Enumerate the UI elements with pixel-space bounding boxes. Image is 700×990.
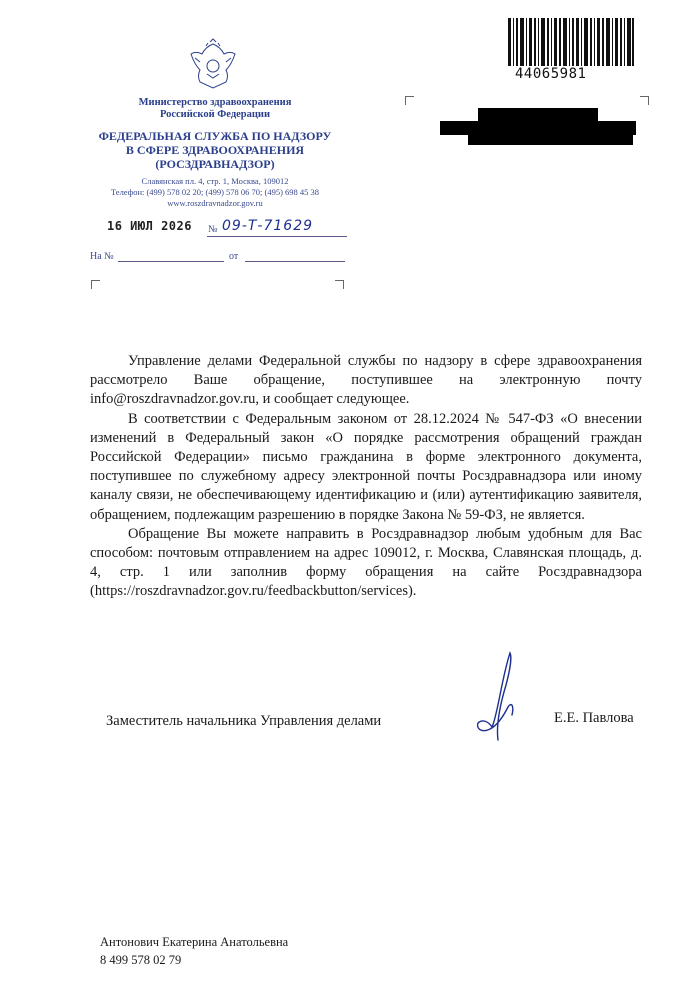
barcode-number: 44065981 <box>515 66 587 82</box>
corner-mark <box>640 96 649 105</box>
redacted-recipient <box>468 133 633 145</box>
coat-of-arms-icon <box>188 38 238 92</box>
redacted-recipient <box>478 108 598 122</box>
ministry-name: Министерство здравоохранения Российской Федерации <box>138 97 292 120</box>
number-underline <box>207 236 347 237</box>
service-name: ФЕДЕРАЛЬНАЯ СЛУЖБА ПО НАДЗОРУ В СФЕРЕ ЗДРАВООХРАНЕНИЯ (РОСЗДРАВНАДЗОР) <box>98 129 332 171</box>
paragraph: Управление делами Федеральной службы по надзору в сфере здравоохранения рассмотрело Ваше обращение, поступившее на электронную почту info@roszdravnadzor.gov.ru, и сообщает следующее. <box>90 353 642 408</box>
reply-date-line <box>245 261 345 262</box>
reply-label: На № <box>90 251 114 262</box>
website: www.roszdravnadzor.gov.ru <box>167 198 263 208</box>
handwritten-signature-icon <box>470 645 530 745</box>
paragraph: Обращение Вы можете направить в Росздравнадзор любым удобным для Вас способом: почтовым отправлением на адрес 109012, г. Москва, Славянская площадь, д. 4, стр. 1 или заполнив форму обращения на сайте Росздравнадзора (https://roszdravnadzor.gov.ru/feedbackbutton/services). <box>90 525 642 600</box>
letterhead-contacts <box>75 176 355 209</box>
executor-name: Антонович Екатерина Анатольевна <box>100 935 289 949</box>
address: Славянская пл. 4, стр. 1, Москва, 109012 <box>141 176 289 186</box>
reply-date-label: от <box>229 251 239 262</box>
phones: Телефон: (499) 578 02 20; (499) 578 06 70; (495) 698 45 38 <box>110 187 320 197</box>
outgoing-number: 09-Т-71629 <box>222 218 314 234</box>
letter-body <box>90 352 642 602</box>
corner-mark <box>405 96 414 105</box>
date-stamp: 16 ИЮЛ 2026 <box>107 219 192 233</box>
corner-mark <box>91 280 100 289</box>
signatory-name: Е.Е. Павлова <box>554 710 634 726</box>
executor-phone: 8 499 578 02 79 <box>100 953 182 967</box>
barcode-icon <box>508 18 634 66</box>
paragraph: В соответствии с Федеральным законом от 28.12.2024 № 547-ФЗ «О внесении изменений в Федеральный закон «О порядке рассмотрения обращений граждан Российской Федерации» письмо гражданина в форме электронного документа, поступившее по служебному адресу электронной почты Росздравнадзора или иному каналу связи, не обеспечивающему идентификацию и (или) аутентификацию заявителя, обращением, подлежащим разрешению в порядке Закона № 59-ФЗ, не является. <box>90 410 642 523</box>
number-prefix: № <box>208 224 218 235</box>
corner-mark <box>335 280 344 289</box>
signatory-position: Заместитель начальника Управления делами <box>106 713 382 729</box>
reply-number-line <box>118 261 224 262</box>
